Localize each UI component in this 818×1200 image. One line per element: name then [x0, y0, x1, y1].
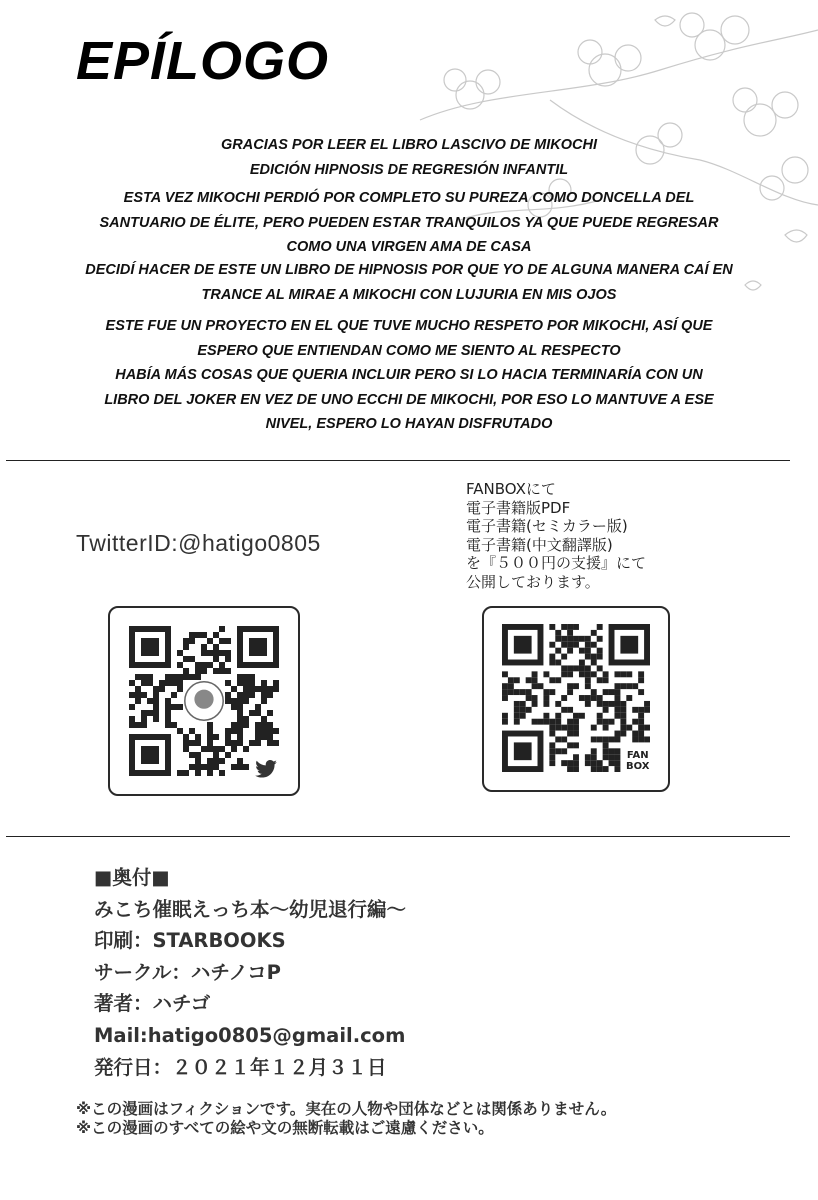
fanbox-line: 公開しております。 [466, 572, 600, 591]
fanbox-line: 電子書籍(中文翻譯版) [466, 535, 613, 554]
fanbox-badge-line2: BOX [626, 761, 650, 772]
twitter-bird-icon [255, 760, 277, 778]
epilogue-line: ESTE FUE UN PROYECTO EN EL QUE TUVE MUCHO RESPETO POR MIKOCHI, ASÍ QUE [105, 318, 713, 334]
epilogue-paragraph-1 [0, 133, 818, 182]
epilogue-line: ESTA VEZ MIKOCHI PERDIÓ POR COMPLETO SU PUREZA COMO DONCELLA DEL [123, 190, 695, 206]
colophon-heading: ■奥付■ [94, 866, 170, 889]
fanbox-line: 電子書籍版PDF [466, 498, 571, 517]
mail-line[interactable]: Mail:hatigo0805@gmail.com [94, 1023, 406, 1047]
twitter-id: TwitterID:@hatigo0805 [76, 530, 321, 556]
section-divider [6, 460, 790, 461]
epilogue-title: EPÍLOGO [76, 31, 330, 91]
twitter-qr-code[interactable] [108, 606, 300, 796]
epilogue-line: COMO UNA VIRGEN AMA DE CASA [286, 239, 532, 255]
fanbox-badge-line1: FAN [626, 750, 649, 761]
fanbox-line: FANBOXにて [466, 480, 556, 498]
epilogue-line: LIBRO DEL JOKER EN VEZ DE UNO ECCHI DE MIKOCHI, POR ESO LO MANTUVE A ESE [104, 391, 714, 408]
disclaimer-line: ※この漫画のすべての絵や文の無断転載はご遠慮ください。 [76, 1119, 494, 1137]
epilogue-line: NIVEL, ESPERO LO HAYAN DISFRUTADO [265, 416, 553, 432]
fanbox-line: 電子書籍(セミカラー版) [466, 517, 628, 536]
epilogue-paragraph-4 [0, 314, 818, 363]
epilogue-line: TRANCE AL MIRAE A MIKOCHI CON LUJURIA EN MIS OJOS [201, 286, 617, 303]
book-title: みこち催眠えっち本〜幼児退行編〜 [94, 897, 407, 921]
printer-line: 印刷：STARBOOKS [94, 929, 286, 953]
epilogue-paragraph-2 [0, 186, 818, 260]
fanbox-line: を『５００円の支援』にて [466, 554, 647, 573]
epilogue-line: EDICIÓN HIPNOSIS DE REGRESIÓN INFANTIL [249, 161, 569, 178]
epilogue-line: ESPERO QUE ENTIENDAN COMO ME SIENTO AL RESPECTO [197, 342, 621, 359]
section-divider [6, 836, 790, 837]
publish-date-line: 発行日：２０２１年１２月３１日 [94, 1055, 387, 1079]
disclaimer-notes [76, 1100, 616, 1138]
circle-line: サークル：ハチノコP [94, 960, 281, 984]
epilogue-line: DECIDÍ HACER DE ESTE UN LIBRO DE HIPNOSIS POR QUE YO DE ALGUNA MANERA CAÍ EN [85, 262, 733, 278]
fanbox-announcement [466, 480, 646, 592]
fanbox-qr-code[interactable] [482, 606, 670, 792]
qr-code-image [129, 626, 279, 776]
epilogue-line: GRACIAS POR LEER EL LIBRO LASCIVO DE MIKOCHI [221, 137, 597, 153]
colophon [94, 862, 406, 1083]
epilogue-line: HABÍA MÁS COSAS QUE QUERIA INCLUIR PERO SI LO HACIA TERMINARÍA CON UN [115, 367, 703, 383]
epilogue-line: SANTUARIO DE ÉLITE, PERO PUEDEN ESTAR TRANQUILOS YA QUE PUEDE REGRESAR [99, 214, 719, 231]
author-line: 著者：ハチゴ [94, 992, 211, 1016]
fanbox-badge [626, 750, 649, 772]
epilogue-paragraph-5 [0, 363, 818, 437]
epilogue-paragraph-3 [0, 258, 818, 307]
disclaimer-line: ※この漫画はフィクションです。実在の人物や団体などとは関係ありません。 [76, 1100, 617, 1118]
